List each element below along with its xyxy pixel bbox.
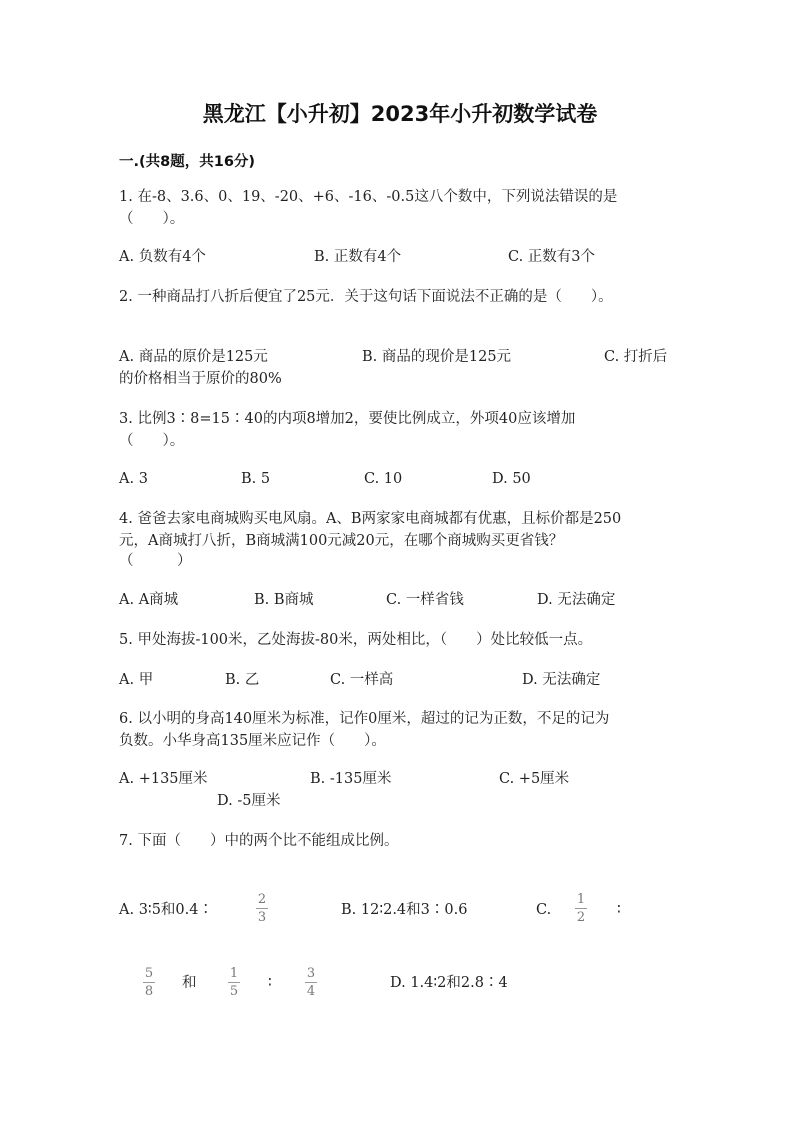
question-7-fraction-c1 <box>575 892 587 925</box>
question-7-fraction-a <box>256 892 268 925</box>
fraction-numerator: 1 <box>229 966 239 981</box>
fraction-numerator: 3 <box>306 966 316 981</box>
fraction-bar <box>256 908 268 909</box>
question-2-option-c-cont: 的价格相当于原价的80% <box>119 371 282 387</box>
fraction-numerator: 5 <box>144 966 154 981</box>
question-5-text: 5. 甲处海拔-100米，乙处海拔-80米，两处相比，（ ）处比较低一点。 <box>119 632 593 648</box>
section-heading: 一.(共8题，共16分) <box>119 154 256 170</box>
question-7-fraction-c2 <box>143 966 155 999</box>
question-3-option-b: B. 5 <box>241 471 271 487</box>
and-word: 和 <box>182 975 197 991</box>
question-5-option-b: B. 乙 <box>225 672 260 688</box>
fraction-bar <box>143 982 155 983</box>
question-2-text: 2. 一种商品打八折后便宜了25元．关于这句话下面说法不正确的是（ ）。 <box>119 289 613 305</box>
question-7-option-d: D. 1.4∶2和2.8∶4 <box>390 975 508 991</box>
question-1-option-c: C. 正数有3个 <box>508 249 596 265</box>
question-2-option-a: A. 商品的原价是125元 <box>119 349 268 365</box>
question-4-option-a: A. A商城 <box>119 592 179 608</box>
question-6-option-a: A. +135厘米 <box>119 771 208 787</box>
question-7-option-a: A. 3∶5和0.4∶ <box>119 902 213 918</box>
fraction-denominator: 3 <box>257 910 267 925</box>
question-7-option-c: C. <box>536 902 552 918</box>
question-7-option-b: B. 12∶2.4和3∶0.6 <box>341 902 468 918</box>
question-5-option-d: D. 无法确定 <box>522 672 601 688</box>
question-1-text: 1. 在-8、3.6、0、19、-20、+6、-16、-0.5这八个数中，下列说法错误的是 <box>119 189 618 205</box>
question-6-text-cont: 负数。小华身高135厘米应记作（ ）。 <box>119 733 386 749</box>
question-3-text: 3. 比例3∶8=15∶40的内项8增加2，要使比例成立，外项40应该增加 <box>119 411 576 427</box>
fraction-bar <box>228 982 240 983</box>
ratio-colon: ∶ <box>268 975 272 991</box>
question-6-option-b: B. -135厘米 <box>310 771 392 787</box>
question-3-option-a: A. 3 <box>119 471 148 487</box>
fraction-numerator: 2 <box>257 892 267 907</box>
question-4-option-b: B. B商城 <box>254 592 314 608</box>
question-4-option-c: C. 一样省钱 <box>386 592 464 608</box>
question-4-text: 4. 爸爸去家电商城购买电风扇。A、B两家家电商城都有优惠，且标价都是250 <box>119 511 622 527</box>
question-4-text-cont: 元，A商城打八折，B商城满100元减20元，在哪个商城购买更省钱？ <box>119 533 564 549</box>
page-title: 黑龙江【小升初】2023年小升初数学试卷 <box>202 102 598 126</box>
fraction-denominator: 4 <box>306 984 316 999</box>
fraction-denominator: 2 <box>576 910 586 925</box>
question-3-option-d: D. 50 <box>492 471 531 487</box>
question-4-option-d: D. 无法确定 <box>537 592 616 608</box>
question-2-option-c: C. 打折后 <box>604 349 668 365</box>
fraction-denominator: 8 <box>144 984 154 999</box>
question-5-option-c: C. 一样高 <box>330 672 394 688</box>
question-6-option-c: C. +5厘米 <box>499 771 570 787</box>
fraction-denominator: 5 <box>229 984 239 999</box>
question-7-fraction-c3 <box>228 966 240 999</box>
question-1-option-a: A. 负数有4个 <box>119 249 206 265</box>
question-1-text-cont: （ ）。 <box>119 211 185 227</box>
question-1-option-b: B. 正数有4个 <box>314 249 402 265</box>
fraction-bar <box>575 908 587 909</box>
fraction-numerator: 1 <box>576 892 586 907</box>
question-3-text-cont: （ ）。 <box>119 433 185 449</box>
question-6-text: 6. 以小明的身高140厘米为标准，记作0厘米，超过的记为正数，不足的记为 <box>119 711 610 727</box>
question-4-text-blank: （ ） <box>119 553 192 569</box>
fraction-bar <box>305 982 317 983</box>
ratio-colon: ∶ <box>617 902 621 918</box>
question-3-option-c: C. 10 <box>364 471 403 487</box>
question-2-option-b: B. 商品的现价是125元 <box>362 349 512 365</box>
question-6-option-d: D. -5厘米 <box>217 793 281 809</box>
question-7-text: 7. 下面（ ）中的两个比不能组成比例。 <box>119 833 399 849</box>
question-5-option-a: A. 甲 <box>119 672 154 688</box>
question-7-fraction-c4 <box>305 966 317 999</box>
